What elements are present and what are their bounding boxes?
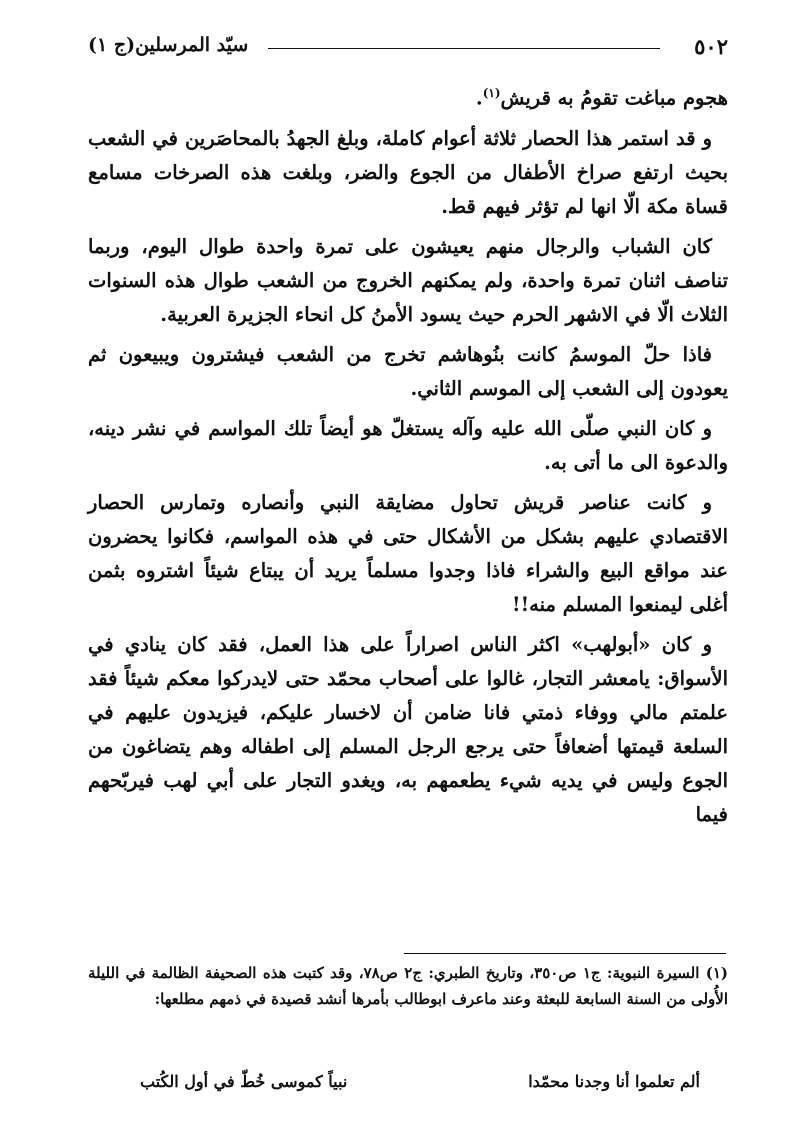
paragraph: و كان «أبولهب» اكثر الناس اصراراً على هذا العمل، فقد كان ينادي في الأسواق: يامعشر التجار، غالوا على أصحاب محمّد حتى لايدركوا معكم شيئاً فقد علمتم مالي ووفاء ذمتي فانا ضامن أن لاخسار عليكم، فيزيدون عليهم في السلعة قيمتها أضعافاً حتى يرجع الرجل المسلم إلى اطفاله وهم يتضاغون من الجوع وليس في يديه شيء يطعمهم به، ويغدو التجار على أبي لهب فيربّحهم فيما xyxy=(88,632,728,826)
verse-first-hemistich: ألم تعلموا أنا وجدنا محمّدا xyxy=(528,1072,700,1091)
paragraph: كان الشباب والرجال منهم يعيشون على تمرة واحدة طوال اليوم، وربما تناصف اثنان تمرة واحدة، ولم يمكنهم الخروج من الشعب طوال هذه السنوات الثلاث الّا في الاشهر الحرم حيث يسود الأمنُ كل انحاء الجزيرة العربية. xyxy=(88,234,728,326)
footnote-ref: (١) xyxy=(482,86,501,100)
footnote: (١) السيرة النبوية: ج١ ص٣٥٠، وتاريخ الطبري: ج٢ ص٧٨، وقد كتبت هذه الصحيفة الظالمة في الليلة الأُولى من السنة السابعة للبعثة وعند ماعرف ابوطالب بأمرها أنشد قصيدة في ذمهم مطلعها: xyxy=(88,964,728,1008)
verse-second-hemistich: نبياً كموسى خُطّ في أول الكُتب xyxy=(140,1072,348,1091)
paragraph: هجوم مباغت تقومُ به قريش$^{(١)}$. xyxy=(475,86,728,110)
running-header xyxy=(88,34,728,60)
paragraph: فاذا حلّ الموسمُ كانت بنُوهاشم تخرج من الشعب فيشترون ويبيعون ثم يعودون إلى الشعب إلى الموسم الثاني. xyxy=(88,342,728,400)
header-rule xyxy=(268,48,660,49)
poem-verse xyxy=(140,1072,700,1100)
paragraph: و كان النبي صلّى الله عليه وآله يستغلّ هو أيضاً تلك المواسم في نشر دينه، والدعوة الى ما أتى به. xyxy=(88,416,728,474)
page-number: ٥٠٢ xyxy=(694,34,728,59)
paragraph: و قد استمر هذا الحصار ثلاثة أعوام كاملة، وبلغ الجهدُ بالمحاصَرين في الشعب بحيث ارتفع صراخ الأطفال من الجوع والضر، وبلغت هذه الصرخات مسامع قساة مكة الّا انها لم تؤثر فيهم قط. xyxy=(88,126,728,218)
paragraph: و كانت عناصر قريش تحاول مضايقة النبي وأنصاره وتمارس الحصار الاقتصادي عليهم بشكل من الأشكال حتى في هذه المواسم، فكانوا يحضرون عند مواقع البيع والشراء فاذا وجدوا مسلماً يريد أن يبتاع شيئاً اشتروه بثمن أغلى ليمنعوا المسلم منه!! xyxy=(88,490,728,616)
main-text xyxy=(88,76,728,838)
footnote-rule xyxy=(404,953,726,954)
book-title: سيّد المرسلين(ج ١) xyxy=(88,34,249,56)
